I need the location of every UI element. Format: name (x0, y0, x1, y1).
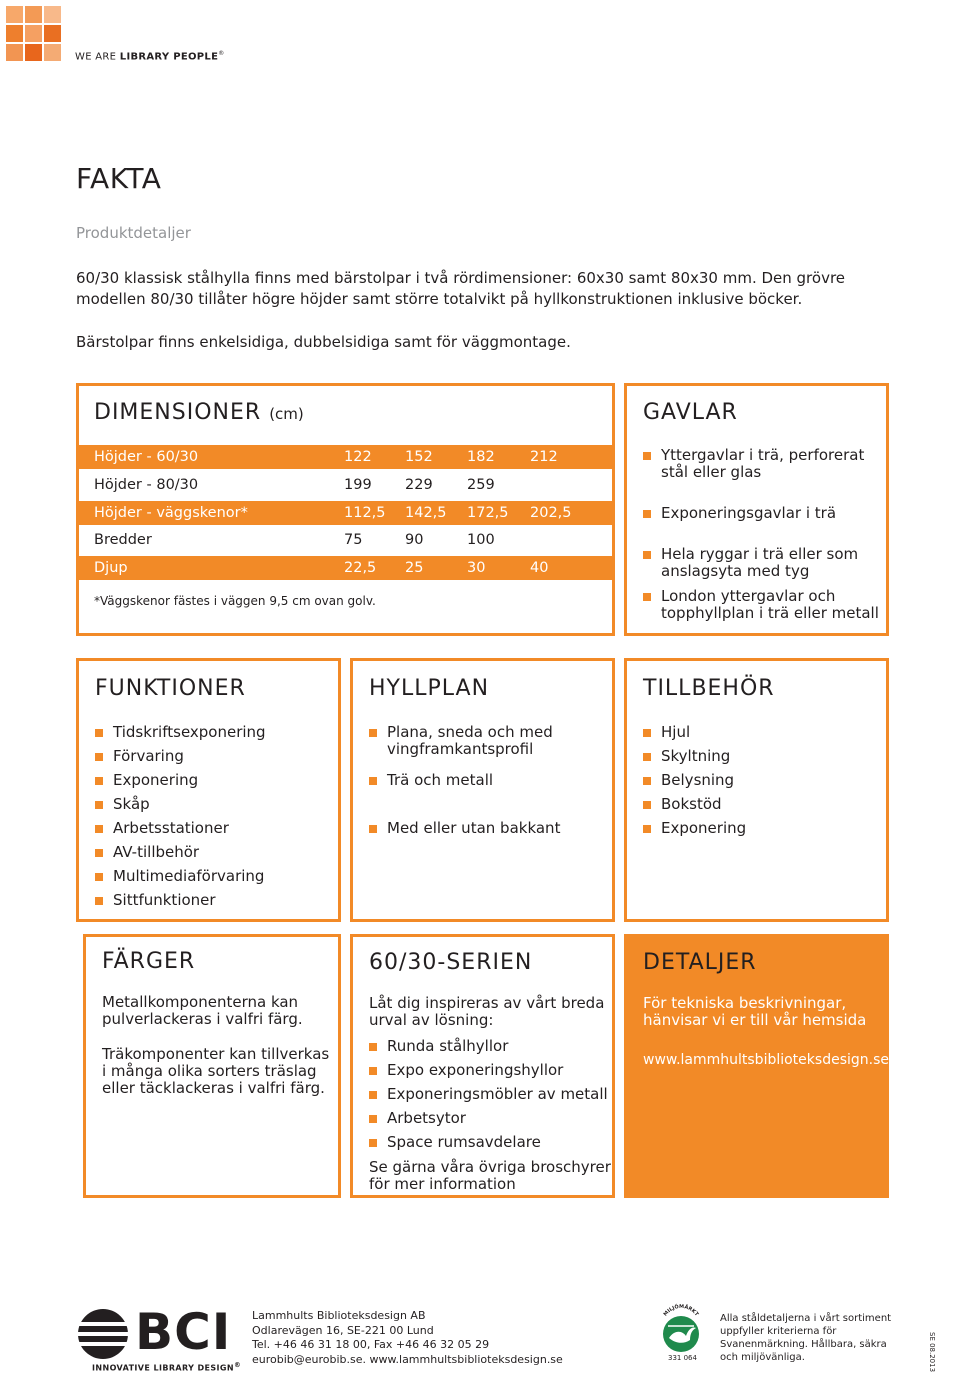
address-line: Odlarevägen 16, SE-221 00 Lund (252, 1323, 434, 1337)
bullet-icon (643, 510, 651, 518)
bullet-icon (369, 1091, 377, 1099)
svg-text:MILJÖMÄRKT: MILJÖMÄRKT (662, 1303, 700, 1318)
list-item: London yttergavlar och topphyllplan i trä eller metall (643, 588, 883, 622)
dimensioner-title: DIMENSIONER (cm) (94, 400, 304, 425)
serien-intro: Låt dig inspireras av vårt breda urval av lösning: (369, 994, 605, 1029)
bullet-icon (95, 801, 103, 809)
list-item: Med eller utan bakkant (369, 820, 609, 837)
farger-paragraph-2: Träkomponenter kan tillverkas i många olika sorters träslag eller täcklackeras i valfri färg. (102, 1045, 330, 1097)
address-line: Tel. +46 46 31 18 00, Fax +46 46 32 05 29 (252, 1338, 490, 1351)
list-item: Tidskriftsexponering (95, 724, 335, 741)
bullet-icon (95, 825, 103, 833)
list-item: Space rumsavdelare (369, 1134, 609, 1151)
funktioner-title: FUNKTIONER (95, 676, 246, 701)
list-item: Förvaring (95, 748, 335, 765)
list-item: Exponeringsmöbler av metall (369, 1086, 609, 1103)
dim-row: Bredder 75 90 100 (94, 532, 495, 548)
serien-outro: Se gärna våra övriga broschyrer för mer information (369, 1158, 611, 1193)
page-title: FAKTA (76, 162, 162, 195)
gavlar-title: GAVLAR (643, 400, 738, 425)
bullet-icon (369, 825, 377, 833)
intro-paragraph-2: Bärstolpar finns enkelsidiga, dubbelsidiga samt för väggmontage. (76, 333, 571, 351)
list-item: Bokstöd (643, 796, 883, 813)
bullet-icon (95, 753, 103, 761)
bullet-icon (643, 593, 651, 601)
page-subtitle: Produktdetaljer (76, 224, 191, 242)
bullet-icon (643, 777, 651, 785)
bullet-icon (643, 801, 651, 809)
bullet-icon (369, 729, 377, 737)
list-item: Arbetsstationer (95, 820, 335, 837)
list-item: Runda stålhyllor (369, 1038, 609, 1055)
address-line[interactable]: eurobib@eurobib.se. www.lammhultsbiblioteksdesign.se (252, 1352, 563, 1366)
company-address (252, 1309, 563, 1367)
bullet-icon (369, 1043, 377, 1051)
brand-logo-squares (6, 6, 62, 62)
funktioner-list (95, 724, 335, 909)
farger-title: FÄRGER (102, 949, 196, 974)
list-item: Exponering (95, 772, 335, 789)
bullet-icon (95, 849, 103, 857)
list-item: Multimediaförvaring (95, 868, 335, 885)
brand-tagline: WE ARE LIBRARY PEOPLE® (75, 50, 225, 63)
address-line: Lammhults Biblioteksdesign AB (252, 1309, 426, 1322)
bullet-icon (369, 1067, 377, 1075)
list-item: Sittfunktioner (95, 892, 335, 909)
document-code: SE 08.2013 (928, 1332, 936, 1373)
bci-wordmark: BCI (135, 1303, 232, 1361)
dimensioner-footnote: *Väggskenor fästes i väggen 9,5 cm ovan golv. (94, 594, 376, 608)
detaljer-link[interactable]: www.lammhultsbiblioteksdesign.se (643, 1052, 889, 1068)
list-item: Expo exponeringshyllor (369, 1062, 609, 1079)
list-item: Belysning (643, 772, 883, 789)
list-item: Yttergavlar i trä, perforerat stål eller glas (643, 447, 883, 481)
dim-row: Höjder - 60/30 122 152 182 212 (79, 445, 612, 469)
list-item: Trä och metall (369, 772, 609, 789)
list-item: Skyltning (643, 748, 883, 765)
bullet-icon (643, 729, 651, 737)
bci-logo-icon (78, 1309, 128, 1359)
bullet-icon (369, 777, 377, 785)
swan-license-number: 331 064 (668, 1354, 697, 1362)
serien-title: 60/30-SERIEN (369, 950, 533, 975)
bullet-icon (643, 825, 651, 833)
detaljer-title: DETALJER (643, 950, 757, 975)
hyllplan-title: HYLLPLAN (369, 676, 490, 701)
list-item: Plana, sneda och med vingframkantsprofil (369, 724, 609, 758)
dim-row: Höjder - väggskenor* 112,5 142,5 172,5 202,5 (79, 501, 612, 525)
bullet-icon (95, 729, 103, 737)
list-item: Exponering (643, 820, 883, 837)
bullet-icon (95, 777, 103, 785)
tillbehor-list (643, 724, 883, 837)
bullet-icon (95, 897, 103, 905)
detaljer-text: För tekniska beskrivningar, hänvisar vi er till vår hemsida (643, 994, 867, 1029)
list-item: Exponeringsgavlar i trä (643, 505, 883, 522)
intro-paragraph: 60/30 klassisk stålhylla finns med bärstolpar i två rördimensioner: 60x30 samt 80x30 mm. Den grövre modellen 80/30 tillåter högre höjder samt större totalvikt på hyllkonstruktionen inklusive böcker. (76, 269, 846, 308)
dim-row: Djup 22,5 25 30 40 (79, 556, 612, 580)
farger-paragraph-1: Metallkomponenterna kan pulverlackeras i valfri färg. (102, 993, 303, 1028)
list-item: Arbetsytor (369, 1110, 609, 1127)
hyllplan-list (369, 724, 609, 837)
list-item: Hjul (643, 724, 883, 741)
list-item: Hela ryggar i trä eller som anslagsyta med tyg (643, 546, 883, 580)
bullet-icon (95, 873, 103, 881)
bullet-icon (369, 1115, 377, 1123)
bci-tagline: INNOVATIVE LIBRARY DESIGN® (92, 1361, 242, 1373)
eco-statement: Alla ståldetaljerna i vårt sortiment uppfyller kriterierna för Svanenmärkning. Hållbara, säkra och miljövänliga. (720, 1313, 892, 1363)
bullet-icon (643, 551, 651, 559)
tillbehor-title: TILLBEHÖR (643, 676, 775, 701)
list-item: Skåp (95, 796, 335, 813)
dim-row: Höjder - 80/30 199 229 259 (94, 477, 495, 493)
bullet-icon (369, 1139, 377, 1147)
serien-list (369, 1038, 609, 1151)
bullet-icon (643, 452, 651, 460)
bullet-icon (643, 753, 651, 761)
gavlar-list (643, 447, 883, 622)
list-item: AV-tillbehör (95, 844, 335, 861)
